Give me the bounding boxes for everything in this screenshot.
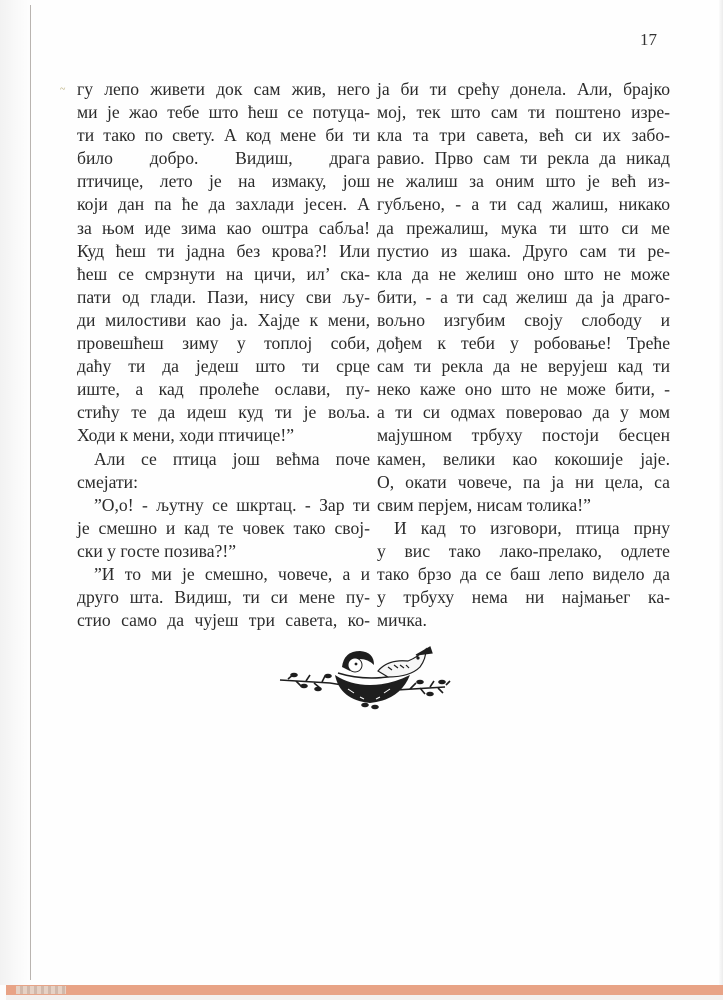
text-line: је смешно и кад те човек тако свој- bbox=[77, 517, 370, 538]
binding-edge bbox=[30, 5, 31, 980]
scan-mark: ~ bbox=[60, 84, 66, 95]
text-line: птичице, лето је на измаку, још bbox=[77, 171, 370, 192]
text-line: ти тако по свету. А код мене би ти bbox=[77, 125, 370, 146]
text-line: бити, - а ти сад желиш да ја драго- bbox=[377, 286, 670, 307]
page-number: 17 bbox=[640, 30, 657, 49]
text-line: који дан па ће да захлади јесен. А bbox=[77, 194, 370, 215]
text-line: кла да не желиш оно што не може bbox=[377, 263, 670, 284]
left-text-column bbox=[77, 78, 370, 632]
text-line: дођем к теби у робовање! Треће bbox=[377, 333, 670, 354]
text-line: кла та три савета, већ си их забо- bbox=[377, 125, 670, 146]
right-text-column bbox=[377, 78, 670, 632]
text-line: гу лепо живети док сам жив, него bbox=[77, 79, 370, 99]
text-line: даћу ти да једеш што ти срце bbox=[77, 356, 370, 377]
text-line: провешћеш зиму у топлој соби, bbox=[77, 333, 370, 354]
text-line: сам ти рекла да не верујеш кад ти bbox=[377, 356, 670, 377]
text-line: било добро. Видиш, драга bbox=[77, 148, 370, 169]
text-line: тако брзо да се баш лепо видело да bbox=[377, 563, 670, 584]
text-line: друго шта. Видиш, ти си мене пу- bbox=[77, 587, 370, 608]
text-line: мичка. bbox=[377, 610, 427, 631]
text-line: у вис тако лако-прелако, одлете bbox=[377, 540, 670, 561]
text-line: губљено, - а ти сад жалиш, никако bbox=[377, 194, 670, 215]
text-line: иште, а кад пролеће ослави, пу- bbox=[77, 379, 370, 400]
text-line: свим перјем, нисам толика!” bbox=[377, 494, 591, 515]
chick bbox=[342, 651, 374, 672]
text-line: ја би ти срећу донела. Али, брајко bbox=[377, 79, 670, 99]
text-line: а ти си одмах поверовао да у мом bbox=[377, 402, 670, 423]
scan-border bbox=[6, 995, 723, 1000]
nest bbox=[335, 673, 410, 703]
text-line: Ходи к мени, ходи птичице!” bbox=[77, 425, 295, 446]
text-line: камен, велики као кокошије јаје. bbox=[377, 448, 670, 469]
text-line: за њом иде зима као оштра сабља! bbox=[77, 217, 370, 238]
text-line: пустио из шака. Друго сам ти ре- bbox=[377, 240, 670, 261]
text-line: не жалиш за оним што је већ из- bbox=[377, 171, 670, 192]
text-line: равио. Прво сам ти рекла да никад bbox=[377, 148, 670, 169]
text-line: ”О,о! - љутну се шкртац. - Зар ти bbox=[94, 494, 370, 515]
adult-bird bbox=[378, 647, 432, 677]
text-line: мој, тек што сам ти поштено изре- bbox=[377, 102, 670, 123]
text-line: стио само да чујеш три савета, ко- bbox=[77, 610, 370, 631]
text-line: мајушном трбуху постоји бесцен bbox=[377, 425, 670, 446]
text-line: ћеш се смрзнути на цичи, ил’ ска- bbox=[77, 263, 370, 284]
text-line: ми је жао тебе што ћеш се потуца- bbox=[77, 102, 370, 123]
text-line: ски у госте позива?!” bbox=[77, 540, 237, 561]
text-line: Куд ћеш ти јадна без крова?! Или bbox=[77, 240, 370, 261]
bird-on-nest-icon bbox=[270, 645, 460, 715]
text-line: ди милостиви као ја. Хајде к мени, bbox=[77, 309, 370, 330]
text-line: Али се птица још већма поче bbox=[94, 448, 370, 469]
text-line: И кад то изговори, птица прну bbox=[394, 517, 670, 538]
gutter-shadow bbox=[0, 0, 32, 985]
text-line: стићу те да идеш куд ти је воља. bbox=[77, 402, 370, 423]
text-line: вољно изгубим своју слободу и bbox=[377, 309, 670, 330]
text-line: у трбуху нема ни најмањег ка- bbox=[377, 587, 670, 608]
text-line: пати од глади. Пази, нису сви љу- bbox=[77, 286, 370, 307]
page-right-edge bbox=[719, 0, 723, 985]
text-line: О, окати човече, па ја ни цела, са bbox=[377, 471, 670, 492]
text-line: смејати: bbox=[77, 471, 138, 492]
text-line: да прежалиш, мука ти што си ме bbox=[377, 217, 670, 238]
corner-mark bbox=[16, 986, 66, 994]
text-line: ”И то ми је смешно, човече, а и bbox=[94, 563, 370, 584]
text-line: неко каже оно што не може бити, - bbox=[377, 379, 670, 400]
